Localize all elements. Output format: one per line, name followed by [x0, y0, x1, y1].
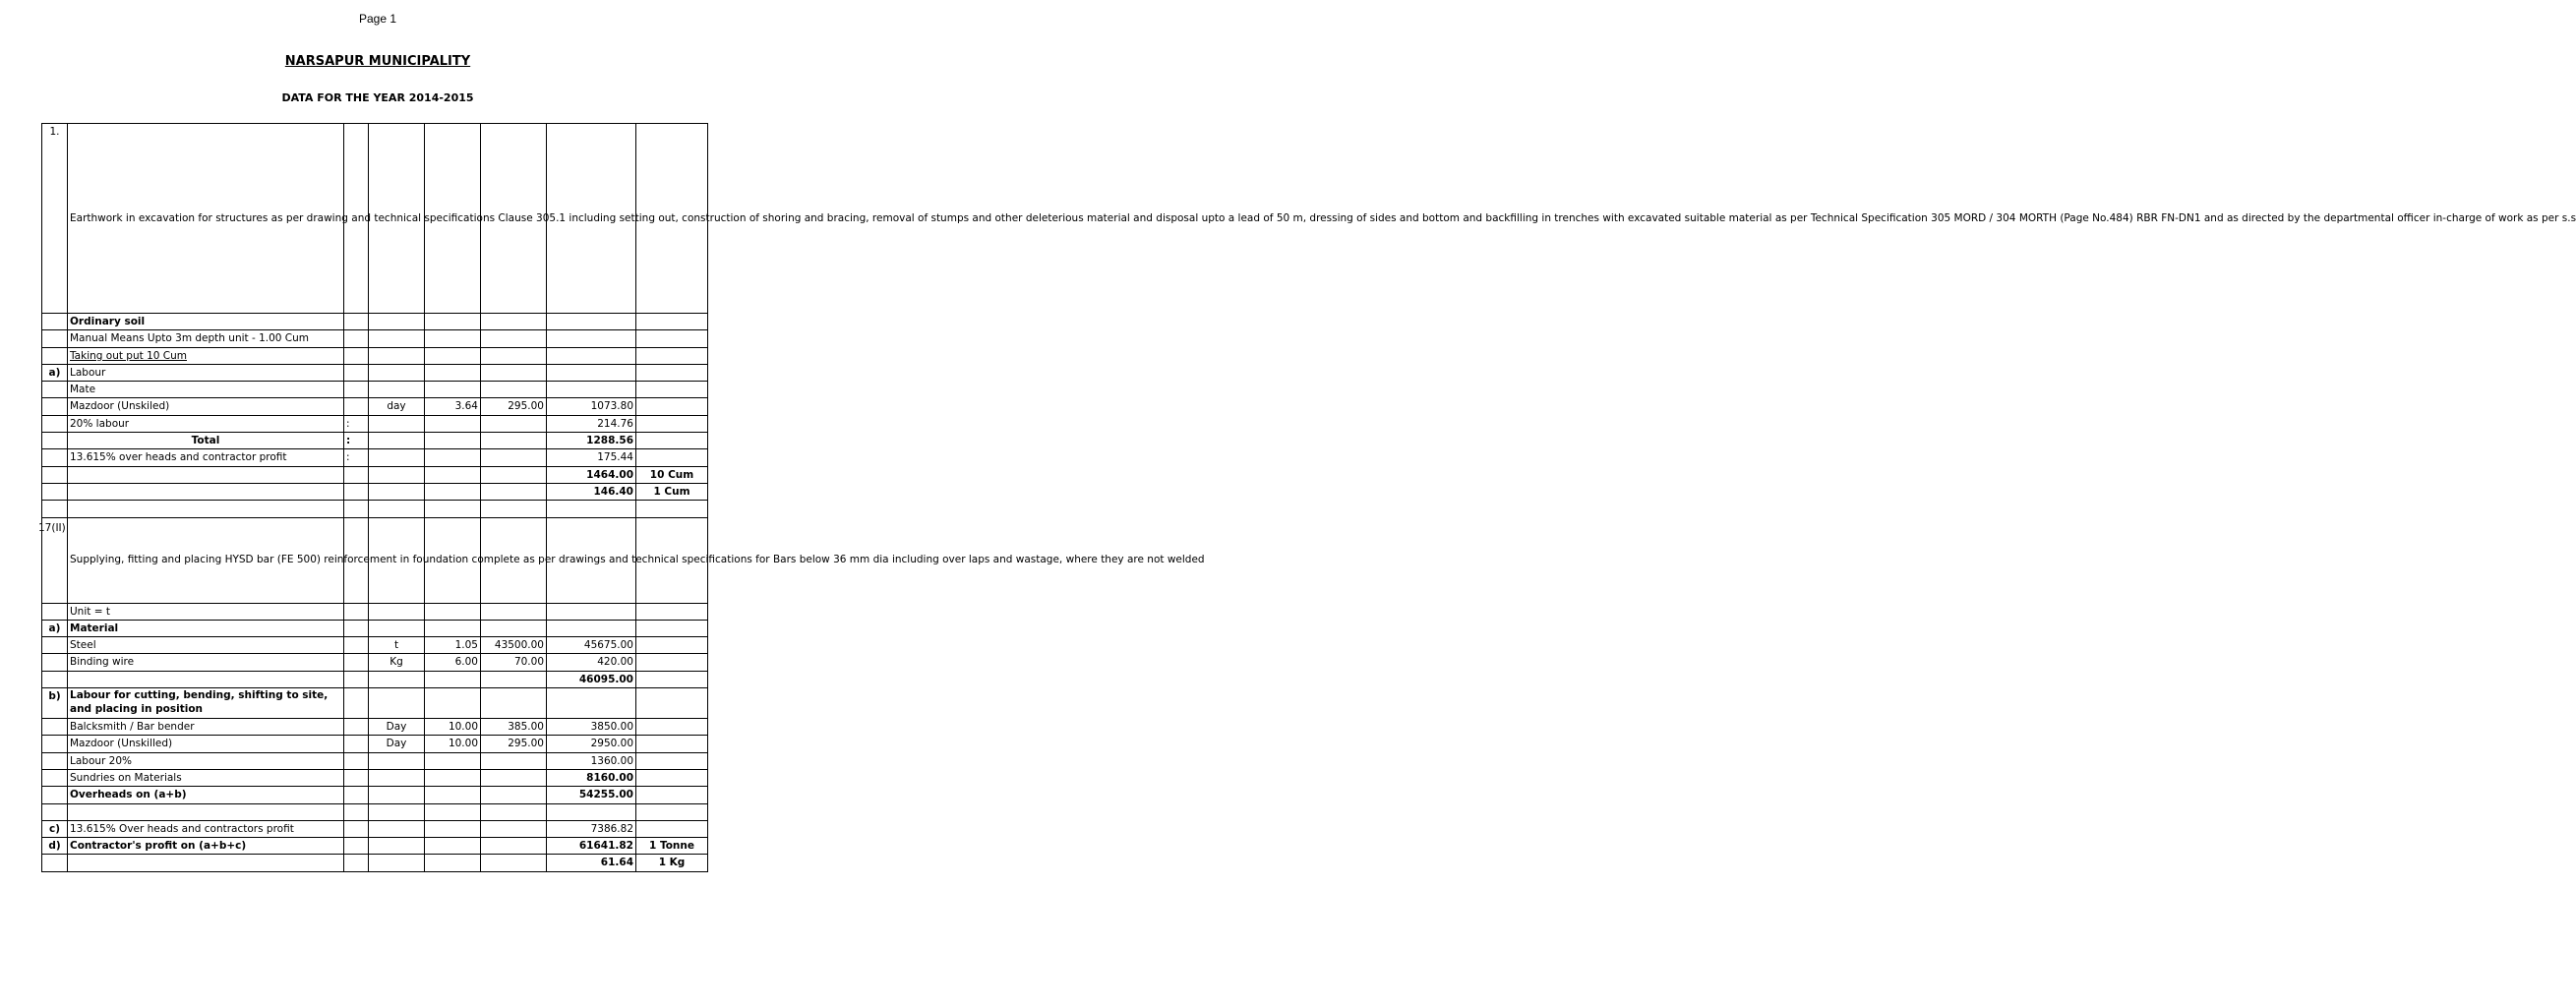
table-row: [42, 719, 708, 736]
row-amount: 61641.82: [547, 838, 636, 855]
table-row: [42, 449, 708, 466]
row-desc: Mazdoor (Unskilled): [68, 736, 344, 752]
item-number: [38, 517, 68, 603]
rate-amount: 61.64: [547, 855, 636, 871]
row-unit: Kg: [369, 654, 425, 671]
row-unit: Day: [369, 736, 425, 752]
item-description: Earthwork in excavation for structures as per drawing and technical specifications Clause 305.1 including setting out, construction of shoring and bracing, removal of stumps and other deleterious material and disposal upto a lead of 50 m, dressing of sides and bottom and backfilling in trenches with excavated suitable material as per Technical Specification 305 MORD / 304 MORTH (Page No.484) RBR FN-DN1 and as directed by the departmental officer in-charge of work as per s.s: [68, 124, 344, 314]
labour-line-1: Labour for cutting, bending, shifting to site,: [70, 689, 329, 702]
row-amount: 1360.00: [547, 752, 636, 769]
table-row: [42, 769, 708, 786]
table-row: [42, 124, 708, 314]
row-amount: 54255.00: [547, 787, 636, 803]
row-colon: :: [344, 449, 369, 466]
row-desc: Labour: [68, 364, 344, 381]
table-row: [42, 330, 708, 347]
table-row: [42, 364, 708, 381]
row-qty: 6.00: [425, 654, 481, 671]
row-amount: 214.76: [547, 415, 636, 432]
row-colon: :: [344, 415, 369, 432]
rate-unit: 10 Cum: [636, 466, 708, 483]
table-row: [42, 671, 708, 687]
row-qty: 1.05: [425, 637, 481, 654]
row-code: c): [42, 820, 68, 837]
row-amount: 7386.82: [547, 820, 636, 837]
row-amount: 45675.00: [547, 637, 636, 654]
row-code: a): [42, 364, 68, 381]
table-row: [42, 838, 708, 855]
item-number-text: 17(II): [38, 521, 66, 534]
row-amount: 8160.00: [547, 769, 636, 786]
table-row: [42, 637, 708, 654]
row-amount: 3850.00: [547, 719, 636, 736]
row-unit: day: [369, 398, 425, 415]
row-code: a): [42, 620, 68, 636]
row-rate: 295.00: [481, 736, 547, 752]
table-row: [42, 398, 708, 415]
row-desc: Labour 20%: [68, 752, 344, 769]
table-row: [42, 433, 708, 449]
total-amount: 1288.56: [547, 433, 636, 449]
table-row: [42, 347, 708, 364]
row-qty: 10.00: [425, 719, 481, 736]
table-row: [42, 382, 708, 398]
table-row: [42, 314, 708, 330]
table-row: [42, 752, 708, 769]
table-row: [42, 415, 708, 432]
rate-unit: 1 Cum: [636, 483, 708, 500]
row-code: d): [42, 838, 68, 855]
document-subtitle: DATA FOR THE YEAR 2014-2015: [281, 91, 474, 104]
row-rate: 70.00: [481, 654, 547, 671]
row-desc: Balcksmith / Bar bender: [68, 719, 344, 736]
row-desc: Material: [68, 620, 344, 636]
row-desc: Mate: [68, 382, 344, 398]
row-qty: 3.64: [425, 398, 481, 415]
table-row: [42, 517, 708, 603]
table-row: [42, 620, 708, 636]
rate-unit: 1 Kg: [636, 855, 708, 871]
row-desc: Binding wire: [68, 654, 344, 671]
document-title: [0, 54, 755, 69]
row-code: b): [42, 688, 68, 719]
table-row: [42, 688, 708, 719]
table-row: [42, 501, 708, 517]
table-row: [42, 603, 708, 620]
labour-line-2: and placing in position: [70, 703, 204, 716]
row-desc: 13.615% Over heads and contractors profit: [68, 820, 344, 837]
item-number: 1.: [42, 124, 68, 314]
rate-amount: 146.40: [547, 483, 636, 500]
rate-unit: 1 Tonne: [636, 838, 708, 855]
row-desc: Steel: [68, 637, 344, 654]
table-row: [42, 466, 708, 483]
means-line: Manual Means Upto 3m depth unit - 1.00 Cum: [68, 330, 344, 347]
table-row: [42, 736, 708, 752]
row-desc: Contractor's profit on (a+b+c): [68, 838, 344, 855]
row-qty: 10.00: [425, 736, 481, 752]
total-label: Total: [68, 433, 344, 449]
row-desc: [68, 688, 344, 719]
rate-analysis-table: [38, 123, 2576, 872]
soil-type: Ordinary soil: [68, 314, 344, 330]
row-desc: Overheads on (a+b): [68, 787, 344, 803]
taking-out-line: Taking out put 10 Cum: [68, 347, 344, 364]
row-amount: 1073.80: [547, 398, 636, 415]
row-amount: 175.44: [547, 449, 636, 466]
row-amount: 2950.00: [547, 736, 636, 752]
table-row: [42, 855, 708, 871]
unit-line: Unit = t: [68, 603, 344, 620]
row-colon: :: [344, 433, 369, 449]
row-unit: Day: [369, 719, 425, 736]
row-desc: Mazdoor (Unskiled): [68, 398, 344, 415]
table-row: [42, 483, 708, 500]
table-row: [42, 787, 708, 803]
row-unit: t: [369, 637, 425, 654]
row-rate: 43500.00: [481, 637, 547, 654]
table-row: [42, 654, 708, 671]
rate-amount: 1464.00: [547, 466, 636, 483]
row-desc: 13.615% over heads and contractor profit: [68, 449, 344, 466]
item-description: Supplying, fitting and placing HYSD bar (FE 500) reinforcement in foundation complete as per drawings and technical specifications for Bars below 36 mm dia including over laps and wastage, where they are not welded: [68, 517, 344, 603]
row-desc: Sundries on Materials: [68, 769, 344, 786]
row-desc: 20% labour: [68, 415, 344, 432]
table-row: [42, 803, 708, 820]
title-text: NARSAPUR MUNICIPALITY: [284, 54, 471, 69]
row-amount: 420.00: [547, 654, 636, 671]
table-row: [42, 820, 708, 837]
page-number: Page 1: [358, 12, 397, 26]
material-total: 46095.00: [547, 671, 636, 687]
row-rate: 385.00: [481, 719, 547, 736]
row-rate: 295.00: [481, 398, 547, 415]
